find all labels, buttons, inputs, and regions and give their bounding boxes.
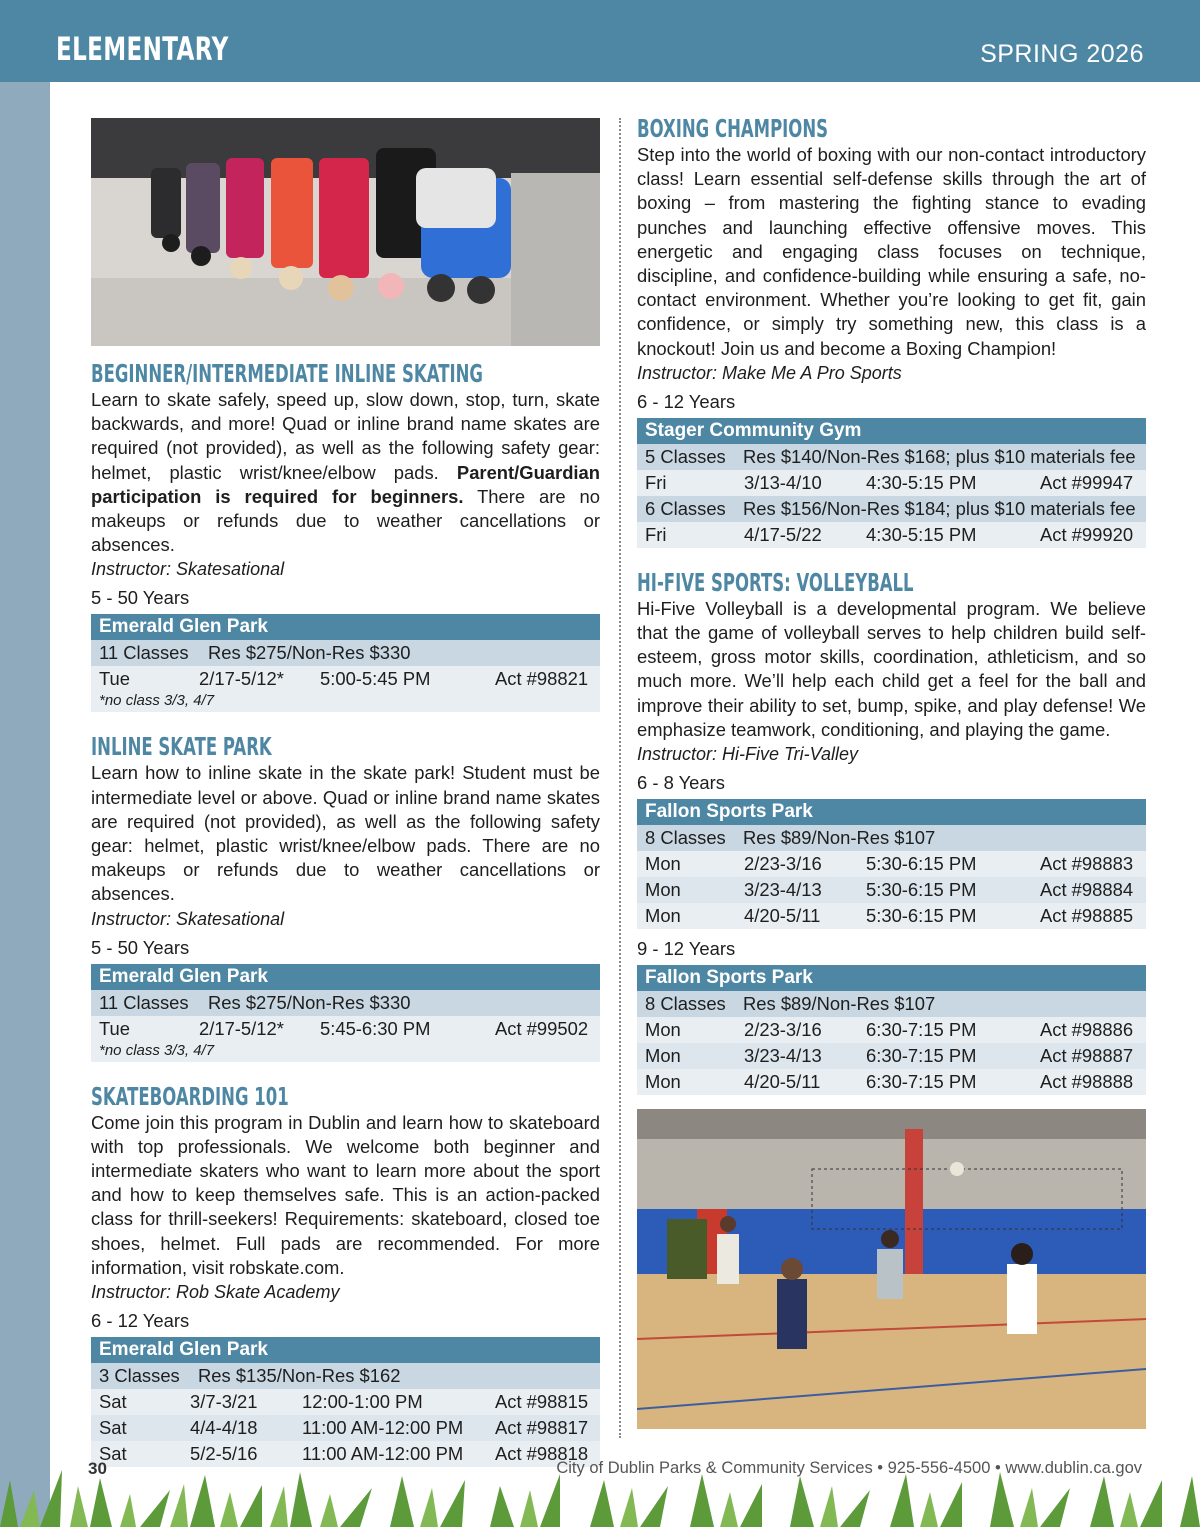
activity-number: Act #98817	[495, 1417, 589, 1439]
activity-number: Act #98884	[1040, 879, 1134, 901]
fee-row	[91, 1363, 600, 1389]
boxing-title: BOXING CHAMPIONS	[637, 114, 829, 143]
skating-schedule-table	[91, 614, 600, 712]
skating-title: BEGINNER/INTERMEDIATE INLINE SKATING	[91, 359, 483, 388]
volleyball-instructor: Instructor: Hi-Five Tri-Valley	[637, 744, 859, 765]
volleyball-age-younger: 6 - 8 Years	[637, 772, 725, 794]
class-count: 8 Classes	[645, 827, 726, 849]
page-header	[0, 0, 1200, 82]
volleyball-title: HI-FIVE SPORTS: VOLLEYBALL	[637, 567, 914, 597]
class-count: 11 Classes	[99, 991, 189, 1013]
table-row: Tue 2/17-5/12* 5:45-6:30 PM Act #99502	[91, 1016, 600, 1042]
activity-number: Act #98818	[495, 1443, 589, 1465]
volleyball-gym-photo	[637, 1109, 1146, 1429]
skatepark-instructor: Instructor: Skatesational	[91, 908, 285, 929]
table-row: Sat 4/4-4/18 11:00 AM-12:00 PM Act #98817	[91, 1415, 600, 1441]
fee-text: Res $135/Non-Res $162	[198, 1365, 401, 1387]
skatepark-description: Learn how to inline skate in the skate park! Student must be intermediate level or above. Quad or inline brand name skates are required (not provided), as well as the following safety gear: helmet, plastic wrist/knee/elbow pads. There are no makeups or refunds due to weather cancellations or absences.	[91, 762, 600, 905]
table-row: Sat 3/7-3/21 12:00-1:00 PM Act #98815	[91, 1389, 600, 1415]
class-count: 8 Classes	[645, 993, 726, 1015]
table-row: Mon 3/23-4/13 5:30-6:15 PM Act #98884	[637, 877, 1146, 903]
activity-number: Act #99947	[1040, 471, 1134, 493]
location-header: Emerald Glen Park	[91, 1337, 600, 1363]
activity-number: Act #98886	[1040, 1019, 1134, 1041]
boxing-description: Step into the world of boxing with our non-contact introductory class! Learn essential self-defense skills through the art of boxing – from mastering the fighting stance to evading punches and launching effective offensive moves. This energetic and engaging class focuses on technique, discipline, and confidence-building while ensuring a safe, no-contact environment. Whether you’re looking to get fit, gain confidence, or simply try something new, this class is a knockout! Join us and become a Boxing Champion!	[637, 144, 1146, 359]
fee-row	[637, 825, 1146, 851]
table-row: Tue 2/17-5/12* 5:00-5:45 PM Act #98821	[91, 666, 600, 692]
activity-number: Act #99920	[1040, 523, 1134, 545]
fee-text: Res $140/Non-Res $168; plus $10 materials fee	[743, 445, 1136, 467]
fee-text: Res $89/Non-Res $107	[743, 993, 936, 1015]
left-column	[91, 118, 600, 1467]
schedule-note: *no class 3/3, 4/7	[91, 692, 600, 712]
volleyball-age-older: 9 - 12 Years	[637, 938, 736, 960]
location-header: Emerald Glen Park	[91, 964, 600, 990]
table-row: Mon 4/20-5/11 5:30-6:15 PM Act #98885	[637, 903, 1146, 929]
location-header: Fallon Sports Park	[637, 799, 1146, 825]
table-row: Mon 3/23-4/13 6:30-7:15 PM Act #98887	[637, 1043, 1146, 1069]
class-count: 6 Classes	[645, 497, 726, 519]
page-number: 30	[88, 1459, 107, 1478]
season-label: SPRING 2026	[980, 40, 1144, 68]
class-count: 11 Classes	[99, 642, 189, 664]
table-row: Fri 3/13-4/10 4:30-5:15 PM Act #99947	[637, 470, 1146, 496]
activity-number: Act #98888	[1040, 1071, 1134, 1093]
boxing-age: 6 - 12 Years	[637, 390, 736, 412]
fee-row	[637, 496, 1146, 522]
table-row: Mon 4/20-5/11 6:30-7:15 PM Act #98888	[637, 1069, 1146, 1095]
inline-skates-photo	[91, 118, 600, 346]
fee-row	[637, 444, 1146, 470]
fee-row	[91, 990, 600, 1016]
activity-number: Act #98821	[495, 668, 589, 690]
location-header: Emerald Glen Park	[91, 614, 600, 640]
column-divider	[619, 118, 621, 1438]
right-column	[637, 114, 1146, 1429]
fee-row	[637, 991, 1146, 1017]
activity-number: Act #99502	[495, 1017, 589, 1039]
sidebar-band	[0, 82, 50, 1527]
location-header: Stager Community Gym	[637, 418, 1146, 444]
skateboarding-description: Come join this program in Dublin and learn how to skateboard with top professionals. We welcome both beginner and intermediate skaters who want to learn more about the sport and how to keep themselves safe. This is an action-packed class for thrill-seekers! Requirements: skateboard, closed toe shoes, helmet. Full pads are recommended. For more information, visit robskate.com.	[91, 1111, 600, 1278]
activity-number: Act #98883	[1040, 853, 1134, 875]
volleyball-schedule-table-older	[637, 965, 1146, 1095]
table-row: Mon 2/23-3/16 6:30-7:15 PM Act #98886	[637, 1017, 1146, 1043]
skating-age: 5 - 50 Years	[91, 587, 190, 609]
activity-number: Act #98885	[1040, 905, 1134, 927]
schedule-note: *no class 3/3, 4/7	[91, 1042, 600, 1062]
footer-contact: City of Dublin Parks & Community Services • 925-556-4500 • www.dublin.ca.gov	[556, 1459, 1142, 1477]
fee-text: Res $275/Non-Res $330	[208, 642, 411, 664]
skating-parent-requirement: Parent/Guardian participation is required for beginners.	[91, 461, 600, 507]
table-row: Fri 4/17-5/22 4:30-5:15 PM Act #99920	[637, 522, 1146, 548]
skateboarding-instructor: Instructor: Rob Skate Academy	[91, 1282, 340, 1303]
table-row: Sat 5/2-5/16 11:00 AM-12:00 PM Act #98818	[91, 1441, 600, 1467]
activity-number: Act #98887	[1040, 1045, 1134, 1067]
table-row: Mon 2/23-3/16 5:30-6:15 PM Act #98883	[637, 851, 1146, 877]
skatepark-schedule-table	[91, 964, 600, 1062]
class-count: 5 Classes	[645, 445, 726, 467]
fee-row	[91, 640, 600, 666]
skating-description: Learn to skate safely, speed up, slow down, stop, turn, skate backwards, and more! Quad or inline brand name skates are required (not provided), as well as the following safety gear: helmet, plastic wrist/knee/elbow pads. Parent/Guardian participation is required for beginners. There are no makeups or refunds due to weather cancellations or absences.	[91, 389, 601, 556]
location-header: Fallon Sports Park	[637, 965, 1146, 991]
skateboarding-age: 6 - 12 Years	[91, 1310, 190, 1332]
boxing-instructor: Instructor: Make Me A Pro Sports	[637, 362, 902, 383]
boxing-schedule-table	[637, 418, 1146, 548]
activity-number: Act #98815	[495, 1391, 589, 1413]
skateboarding-title: SKATEBOARDING 101	[91, 1081, 289, 1111]
volleyball-schedule-table-younger	[637, 799, 1146, 929]
skatepark-title: INLINE SKATE PARK	[91, 732, 272, 762]
fee-text: Res $275/Non-Res $330	[208, 991, 411, 1013]
class-count: 3 Classes	[99, 1365, 180, 1387]
section-title: ELEMENTARY	[56, 30, 229, 68]
fee-text: Res $89/Non-Res $107	[743, 827, 936, 849]
skating-instructor: Instructor: Skatesational	[91, 559, 285, 580]
skatepark-age: 5 - 50 Years	[91, 936, 190, 958]
skateboarding-schedule-table	[91, 1337, 600, 1467]
volleyball-description: Hi-Five Volleyball is a developmental program. We believe that the game of volleyball serves to help children build self-esteem, gross motor skills, coordination, athleticism, and so much more. We’ll help each child get a feel for the ball and improve their ability to set, bump, spike, and play defense! We emphasize teamwork, conditioning, and playing the game.	[637, 597, 1146, 740]
page-footer	[0, 1450, 1200, 1527]
fee-text: Res $156/Non-Res $184; plus $10 materials fee	[743, 497, 1136, 519]
